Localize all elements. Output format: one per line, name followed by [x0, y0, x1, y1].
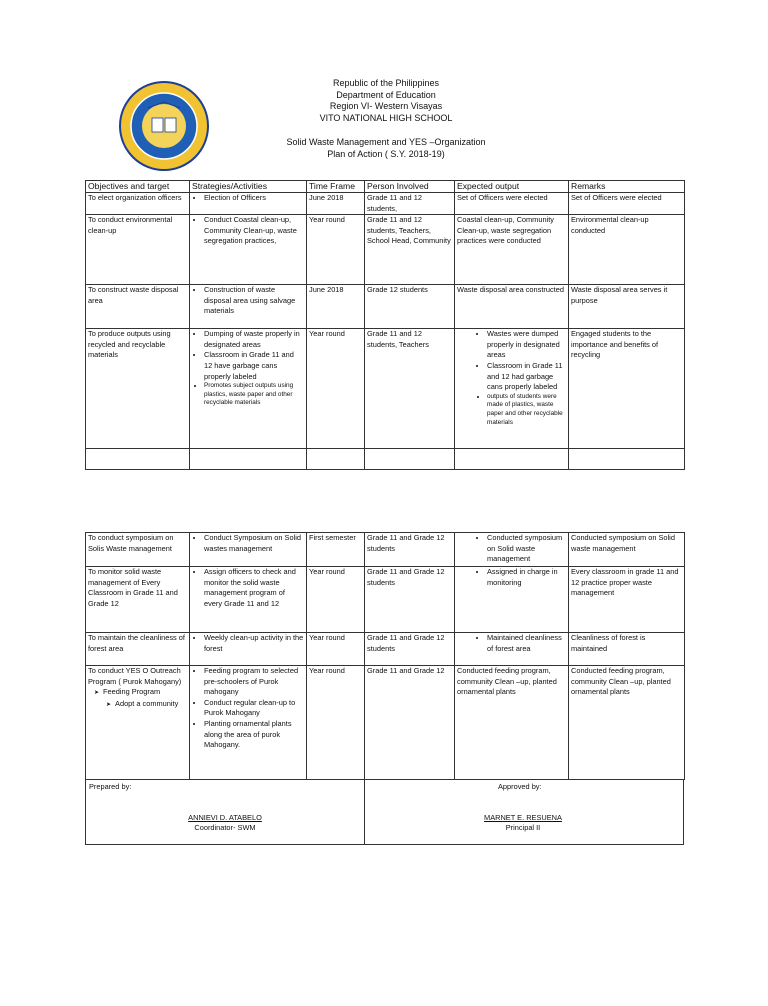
- table-row: [86, 567, 685, 633]
- strategy-item: • Conduct Symposium on Solid wastes management: [204, 533, 304, 554]
- strategy-item: • Assign officers to check and monitor the solid waste management program of every Grade 11 and 12: [204, 567, 304, 609]
- header-line-republic: Republic of the Philippines: [332, 78, 440, 88]
- remarks-cell: Conducted symposium on Solid waste management: [569, 533, 685, 567]
- table-row: [86, 285, 685, 329]
- outreach-subitem: ➤ Adopt a community: [94, 699, 187, 711]
- header-line-department: Department of Education: [336, 89, 436, 100]
- strategy-item: • Classroom in Grade 11 and 12 have garbage cans properly labeled: [204, 350, 304, 382]
- prepared-by-label: Prepared by:: [89, 782, 132, 791]
- output-cell: Set of Officers were elected: [455, 193, 569, 215]
- objective-cell: To elect organization officers: [86, 193, 190, 215]
- remarks-cell: Waste disposal area serves it purpose: [569, 285, 685, 329]
- person-cell: Grade 11 and Grade 12: [365, 666, 455, 780]
- approved-by-label: Approved by:: [498, 782, 542, 791]
- approved-by-name: MARNET E. RESUENA: [484, 813, 562, 822]
- strategy-item: • Election of Officers: [204, 193, 304, 204]
- remarks-cell: Every classroom in grade 11 and 12 practice proper waste management: [569, 567, 685, 633]
- prepared-by-role: Coordinator- SWM: [194, 823, 256, 832]
- plan-table-2: [85, 532, 685, 780]
- time-frame-cell: Year round: [307, 215, 365, 285]
- col-header-remarks: Remarks: [569, 181, 685, 193]
- document-title: Solid Waste Management and YES –Organization: [286, 137, 486, 147]
- table-row: [86, 215, 685, 285]
- outreach-subitem: ➤ Feeding Program: [94, 687, 187, 699]
- strategy-item: • Conduct regular clean-up to Purok Mahogany: [204, 698, 304, 719]
- strategy-item: • Weekly clean-up activity in the forest: [204, 633, 304, 654]
- table-header-row: [86, 181, 685, 193]
- plan-table-1: [85, 180, 685, 470]
- approved-by-role: Principal II: [505, 823, 541, 832]
- objective-cell: To conduct YES O Outreach Program ( Purok Mahogany): [88, 666, 182, 686]
- person-cell: Grade 12 students: [365, 285, 455, 329]
- time-frame-cell: Year round: [307, 633, 365, 666]
- time-frame-cell: First semester: [307, 533, 365, 567]
- table-row: [86, 666, 685, 780]
- time-frame-cell: Year round: [307, 567, 365, 633]
- col-header-strategies: Strategies/Activities: [190, 181, 307, 193]
- time-frame-cell: Year round: [307, 329, 365, 449]
- person-cell: Grade 11 and Grade 12 students: [365, 633, 455, 666]
- table-row: [86, 329, 685, 449]
- document-header: [180, 78, 592, 124]
- objective-cell: To conduct symposium on Solis Waste management: [86, 533, 190, 567]
- output-item: • Maintained cleanliness of forest area: [487, 633, 566, 654]
- objective-cell: To maintain the cleanliness of forest area: [86, 633, 190, 666]
- col-header-time-frame: Time Frame: [307, 181, 365, 193]
- output-item: • Classroom in Grade 11 and 12 had garbage cans properly labeled: [487, 361, 566, 393]
- table-row: [86, 633, 685, 666]
- person-cell: Grade 11 and 12 students, Teachers, School Head, Community: [365, 215, 455, 285]
- output-cell: Coastal clean-up, Community Clean-up, waste segregation practices were conducted: [455, 215, 569, 285]
- signature-divider: [364, 779, 365, 844]
- strategy-item: • Feeding program to selected pre-schoolers of Purok mahogany: [204, 666, 304, 698]
- col-header-expected-output: Expected output: [455, 181, 569, 193]
- col-header-person-involved: Person Involved: [365, 181, 455, 193]
- prepared-by-signature: [160, 813, 290, 833]
- strategy-item: • Conduct Coastal clean-up, Community Clean-up, waste segregation practices,: [204, 215, 304, 247]
- objective-cell: To conduct environmental clean-up: [86, 215, 190, 285]
- person-cell: Grade 11 and 12 students, Teachers: [365, 329, 455, 449]
- document-title-block: [180, 137, 592, 160]
- header-line-school: VITO NATIONAL HIGH SCHOOL: [319, 112, 453, 123]
- output-cell: Conducted feeding program, community Clean –up, planted ornamental plants: [455, 666, 569, 780]
- output-item: • Wastes were dumped properly in designated areas: [487, 329, 566, 361]
- strategy-item: • Dumping of waste properly in designated areas: [204, 329, 304, 350]
- time-frame-cell: Year round: [307, 666, 365, 780]
- table-row-empty: [86, 449, 685, 470]
- remarks-cell: Environmental clean-up conducted: [569, 215, 685, 285]
- output-item: • Assigned in charge in monitoring: [487, 567, 566, 588]
- table-row: [86, 193, 685, 215]
- remarks-cell: Cleanliness of forest is maintained: [569, 633, 685, 666]
- output-item: • Conducted symposium on Solid waste management: [487, 533, 566, 565]
- signature-box: [85, 779, 684, 845]
- col-header-objectives: Objectives and target: [86, 181, 190, 193]
- strategy-item: • Construction of waste disposal area using salvage materials: [204, 285, 304, 317]
- prepared-by-name: ANNIEVI D. ATABELO: [188, 813, 262, 822]
- output-item: • outputs of students were made of plastics, waste paper and other recyclable materials: [487, 393, 566, 427]
- header-line-region: Region VI- Western Visayas: [329, 101, 443, 111]
- approved-by-signature: [458, 813, 588, 833]
- person-cell: Grade 11 and 12 students,: [365, 193, 455, 215]
- objective-cell: To monitor solid waste management of Every Classroom in Grade 11 and Grade 12: [86, 567, 190, 633]
- time-frame-cell: June 2018: [307, 193, 365, 215]
- document-subtitle: Plan of Action ( S.Y. 2018-19): [327, 148, 445, 159]
- table-row: [86, 533, 685, 567]
- person-cell: Grade 11 and Grade 12 students: [365, 567, 455, 633]
- remarks-cell: Engaged students to the importance and benefits of recycling: [569, 329, 685, 449]
- remarks-cell: Set of Officers were elected: [569, 193, 685, 215]
- strategy-item: • Promotes subject outputs using plastics, waste paper and other recyclable materials: [204, 382, 304, 408]
- output-cell: Waste disposal area constructed: [455, 285, 569, 329]
- objective-cell: To construct waste disposal area: [86, 285, 190, 329]
- remarks-cell: Conducted feeding program, community Clean –up, planted ornamental plants: [569, 666, 685, 780]
- strategy-item: • Planting ornamental plants along the area of purok Mahogany.: [204, 719, 304, 751]
- person-cell: Grade 11 and Grade 12 students: [365, 533, 455, 567]
- time-frame-cell: June 2018: [307, 285, 365, 329]
- objective-cell: To produce outputs using recycled and recyclable materials: [86, 329, 190, 449]
